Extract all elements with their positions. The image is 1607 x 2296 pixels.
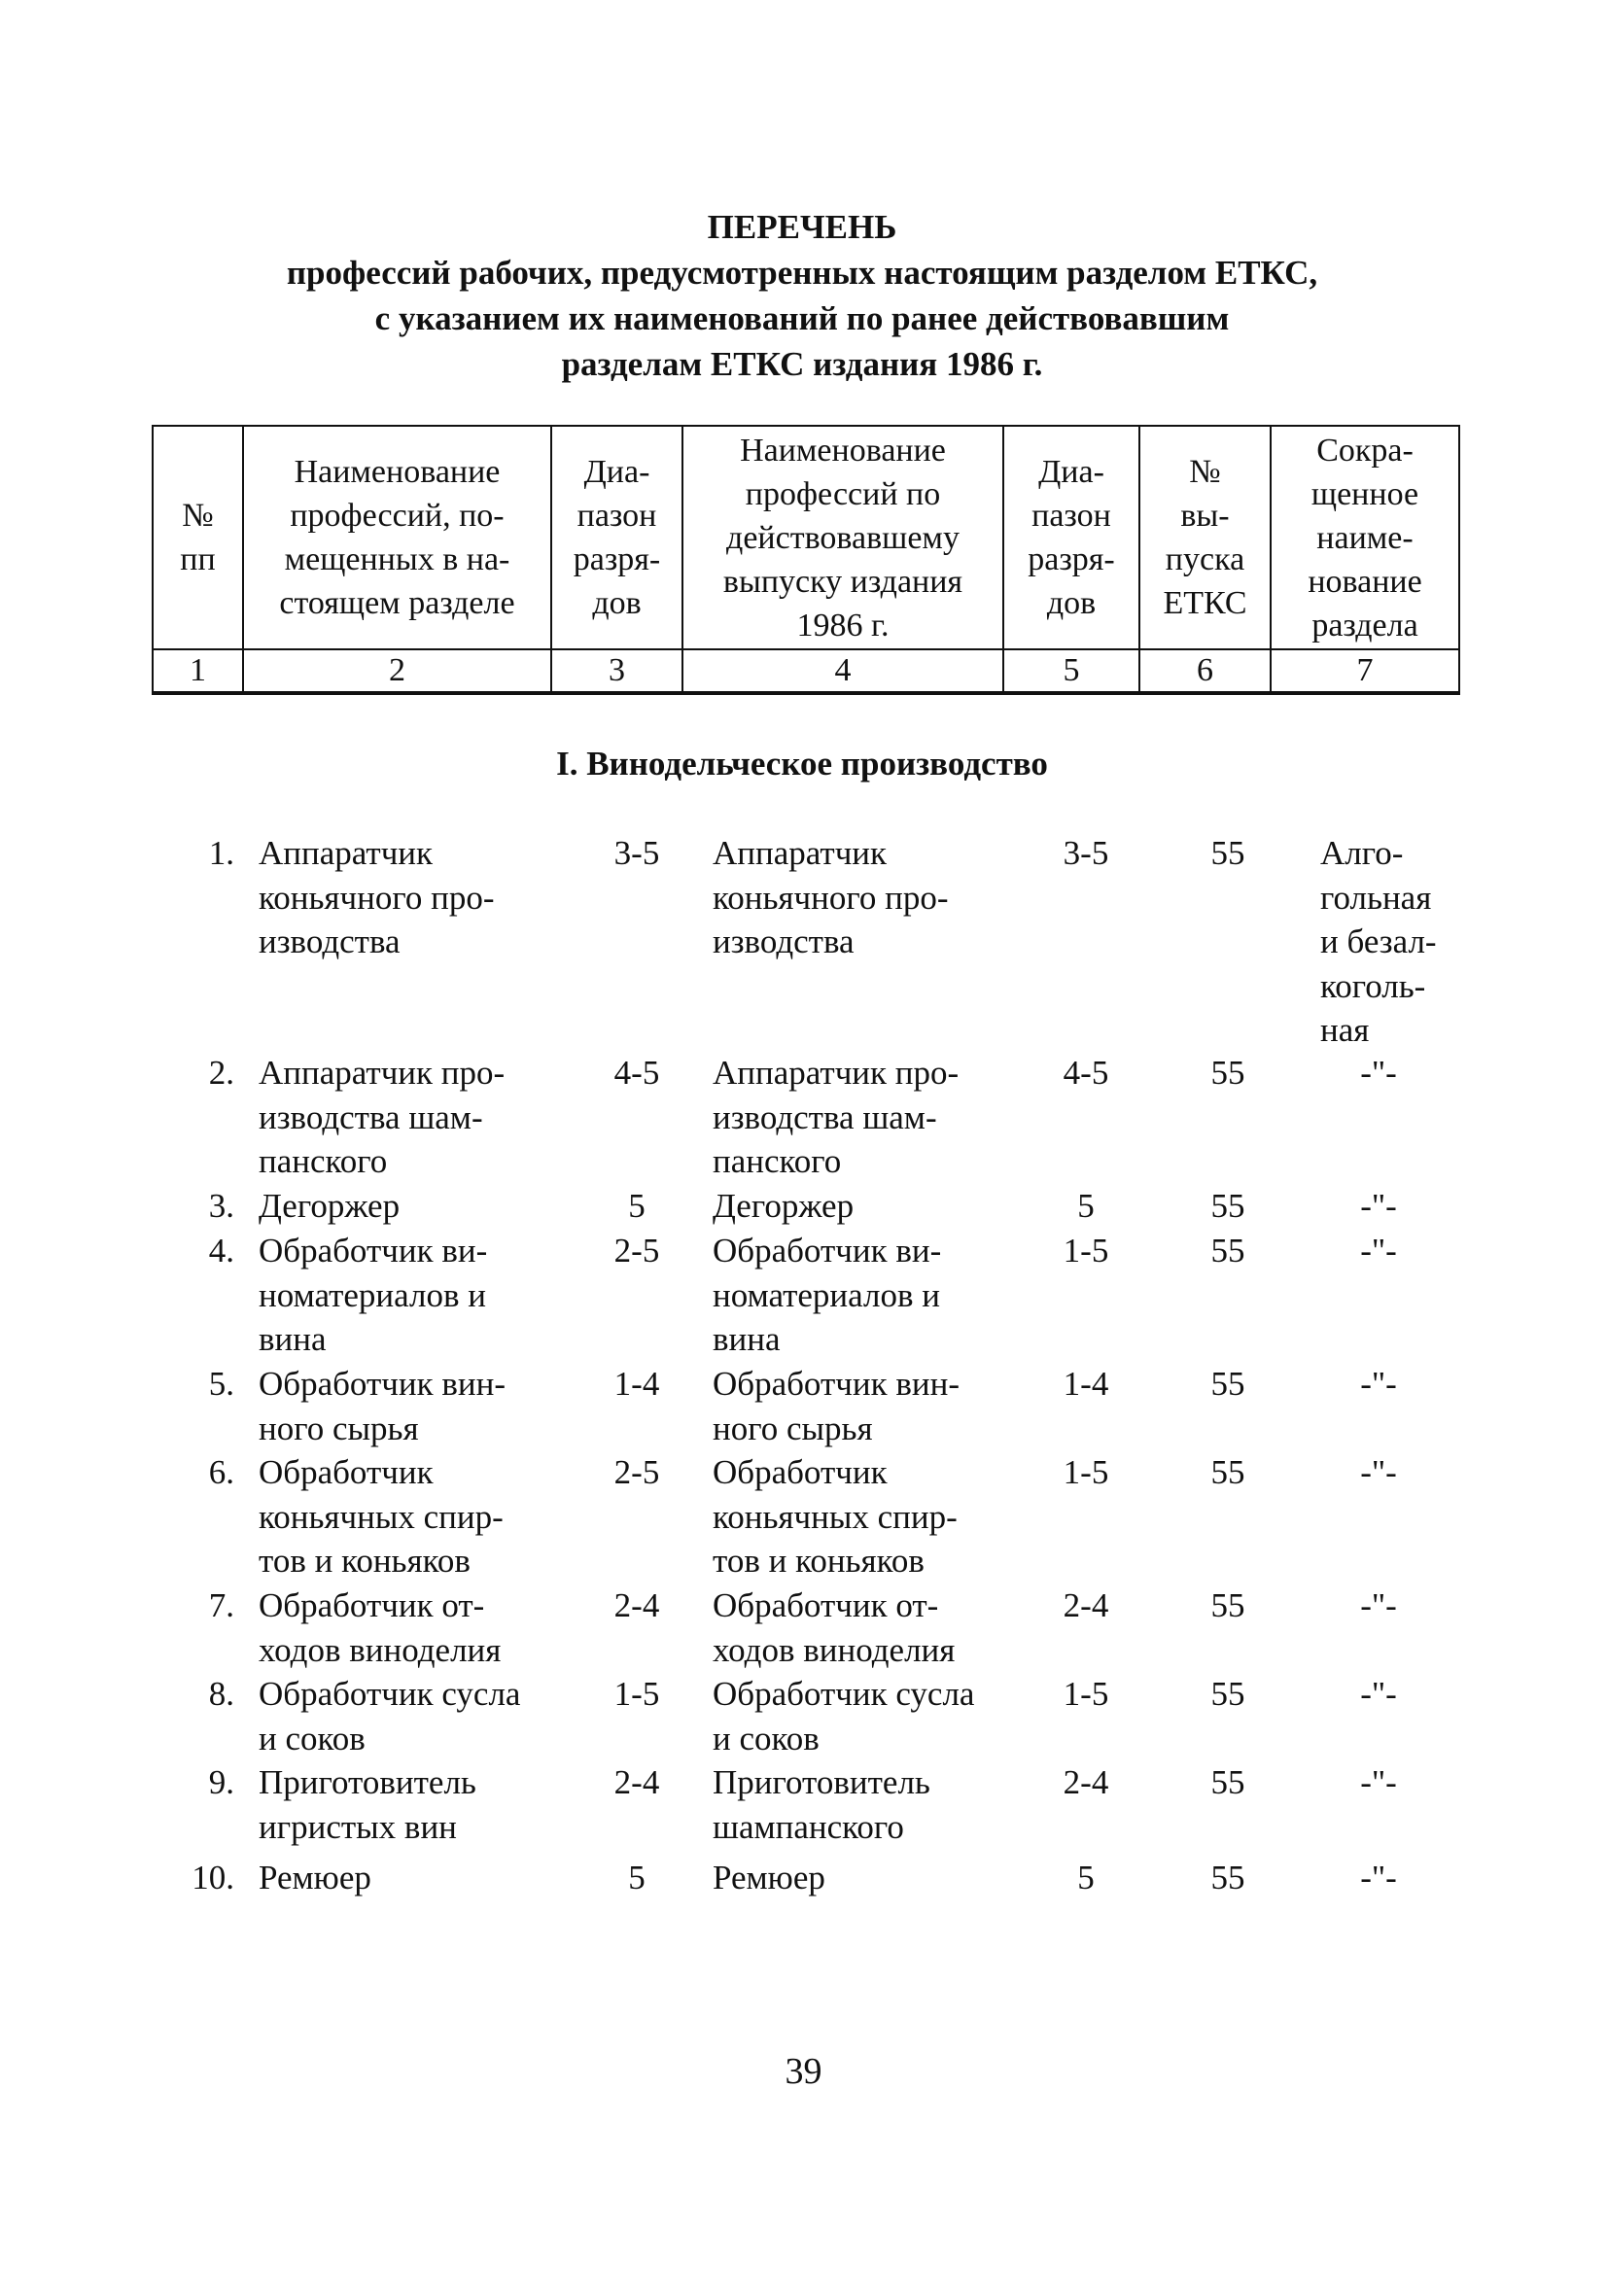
table-row (152, 1229, 1458, 1361)
grade-range: 4-5 (613, 1054, 660, 1092)
issue-number: 55 (1210, 1453, 1245, 1491)
table-row (152, 1672, 1458, 1759)
issue-number: 55 (1210, 1763, 1245, 1801)
old-profession-name: Обработчик сусла и соков (713, 1675, 975, 1757)
column-number: 6 (1139, 649, 1271, 693)
profession-name: Обработчик от- ходов виноделия (259, 1586, 502, 1669)
row-number: 8. (208, 1675, 234, 1713)
ditto-mark: -"- (1360, 1054, 1397, 1092)
row-number: 10. (192, 1859, 234, 1896)
issue-number: 55 (1210, 834, 1245, 872)
old-profession-name: Обработчик от- ходов виноделия (713, 1586, 956, 1669)
old-grade-range: 1-4 (1063, 1365, 1109, 1403)
profession-name: Аппаратчик коньячного про- изводства (259, 834, 495, 960)
profession-name: Ремюер (259, 1859, 371, 1896)
column-number: 3 (551, 649, 682, 693)
title-line-1: ПЕРЕЧЕНЬ (707, 208, 897, 246)
table-row (152, 1450, 1458, 1583)
row-number: 1. (208, 834, 234, 872)
old-grade-range: 5 (1077, 1187, 1095, 1225)
old-grade-range: 4-5 (1063, 1054, 1109, 1092)
table-row (152, 1760, 1458, 1855)
profession-name: Обработчик сусла и соков (259, 1675, 521, 1757)
old-grade-range: 1-5 (1063, 1232, 1109, 1270)
header-cell-issue-number: № вы- пуска ЕТКС (1139, 426, 1271, 649)
profession-name: Обработчик коньячных спир- тов и коньяков (259, 1453, 504, 1580)
title-line-2: профессий рабочих, предусмотренных настоящим разделом ЕТКС, (286, 254, 1318, 292)
ditto-mark: -"- (1360, 1586, 1397, 1624)
title-line-4: разделам ЕТКС издания 1986 г. (561, 345, 1043, 383)
column-number: 5 (1003, 649, 1139, 693)
column-number: 2 (243, 649, 551, 693)
ditto-mark: -"- (1360, 1675, 1397, 1713)
column-number: 1 (153, 649, 243, 693)
column-header-table (152, 425, 1460, 695)
old-grade-range: 2-4 (1063, 1763, 1109, 1801)
header-row (153, 426, 1459, 649)
row-number: 5. (208, 1365, 234, 1403)
ditto-mark: -"- (1360, 1365, 1397, 1403)
column-number-row (153, 649, 1459, 693)
grade-range: 1-5 (613, 1675, 660, 1713)
row-number: 9. (208, 1763, 234, 1801)
header-cell-old-grade-range: Диа- пазон разря- дов (1003, 426, 1139, 649)
title-line-3: с указанием их наименований по ранее действовавшим (374, 299, 1230, 337)
old-grade-range: 5 (1077, 1859, 1095, 1896)
row-number: 6. (208, 1453, 234, 1491)
issue-number: 55 (1210, 1232, 1245, 1270)
grade-range: 3-5 (613, 834, 660, 872)
issue-number: 55 (1210, 1586, 1245, 1624)
ditto-mark: -"- (1360, 1763, 1397, 1801)
ditto-mark: -"- (1360, 1859, 1397, 1896)
table-row (152, 1362, 1458, 1449)
old-profession-name: Обработчик ви- номатериалов и вина (713, 1232, 942, 1358)
grade-range: 2-5 (613, 1232, 660, 1270)
column-number: 4 (682, 649, 1003, 693)
table-row (152, 1856, 1458, 1899)
table-row (152, 831, 1458, 1050)
old-profession-name: Аппаратчик коньячного про- изводства (713, 834, 949, 960)
profession-name: Приготовитель игристых вин (259, 1763, 476, 1846)
profession-list (152, 831, 1458, 1900)
header-cell-profession-name: Наименование профессий, по- мещенных в на- стоящем разделе (243, 426, 551, 649)
grade-range: 2-4 (613, 1586, 660, 1624)
section-title: I. Винодельческое производство (556, 745, 1048, 783)
ditto-mark: -"- (1360, 1232, 1397, 1270)
header-cell-grade-range: Диа- пазон разря- дов (551, 426, 682, 649)
header-cell-old-profession-name: Наименование профессий по действовавшему выпуску издания 1986 г. (682, 426, 1003, 649)
grade-range: 5 (628, 1187, 646, 1225)
row-number: 4. (208, 1232, 234, 1270)
old-grade-range: 2-4 (1063, 1586, 1109, 1624)
column-number: 7 (1271, 649, 1459, 693)
document-title (146, 204, 1458, 387)
grade-range: 2-5 (613, 1453, 660, 1491)
issue-number: 55 (1210, 1187, 1245, 1225)
issue-number: 55 (1210, 1054, 1245, 1092)
header-cell-section-abbreviation: Сокра- щенное наиме- нование раздела (1271, 426, 1459, 649)
issue-number: 55 (1210, 1859, 1245, 1896)
header-cell-number: № пп (153, 426, 243, 649)
table-row (152, 1583, 1458, 1671)
ditto-mark: -"- (1360, 1187, 1397, 1225)
grade-range: 2-4 (613, 1763, 660, 1801)
old-grade-range: 3-5 (1063, 834, 1109, 872)
row-number: 3. (208, 1187, 234, 1225)
old-profession-name: Приготовитель шампанского (713, 1763, 930, 1846)
section-abbreviation: Алго- гольная и безал- коголь- ная (1320, 834, 1437, 1049)
page-number: 39 (785, 2051, 822, 2092)
old-profession-name: Обработчик вин- ного сырья (713, 1365, 960, 1447)
old-profession-name: Дегоржер (713, 1187, 855, 1225)
profession-name: Обработчик ви- номатериалов и вина (259, 1232, 488, 1358)
row-number: 7. (208, 1586, 234, 1624)
table-row (152, 1184, 1458, 1228)
old-grade-range: 1-5 (1063, 1453, 1109, 1491)
old-profession-name: Обработчик коньячных спир- тов и коньяков (713, 1453, 958, 1580)
issue-number: 55 (1210, 1365, 1245, 1403)
profession-name: Обработчик вин- ного сырья (259, 1365, 506, 1447)
old-profession-name: Ремюер (713, 1859, 825, 1896)
ditto-mark: -"- (1360, 1453, 1397, 1491)
grade-range: 5 (628, 1859, 646, 1896)
grade-range: 1-4 (613, 1365, 660, 1403)
profession-name: Дегоржер (259, 1187, 401, 1225)
old-profession-name: Аппаратчик про- изводства шам- панского (713, 1054, 960, 1180)
row-number: 2. (208, 1054, 234, 1092)
profession-name: Аппаратчик про- изводства шам- панского (259, 1054, 506, 1180)
old-grade-range: 1-5 (1063, 1675, 1109, 1713)
issue-number: 55 (1210, 1675, 1245, 1713)
table-row (152, 1051, 1458, 1183)
